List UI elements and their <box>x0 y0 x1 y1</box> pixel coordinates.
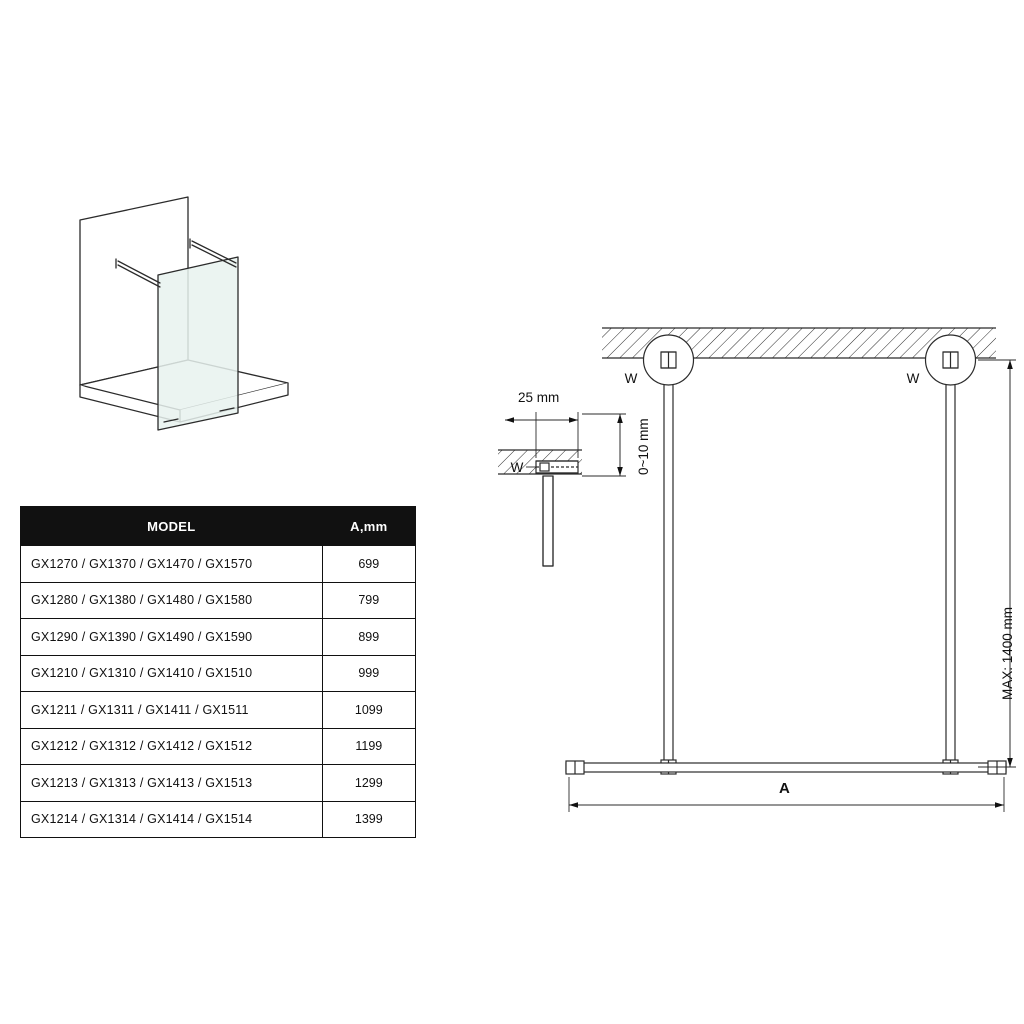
cell-a: 1199 <box>322 728 415 765</box>
cell-a: 1099 <box>322 692 415 729</box>
cell-a: 699 <box>322 546 415 583</box>
table-row <box>21 801 415 837</box>
table-row <box>21 655 415 692</box>
dimension-max-height-label: MAX: 1400 mm <box>1000 606 1015 700</box>
cell-model: GX1210 / GX1310 / GX1410 / GX1510 <box>21 655 322 692</box>
table-row <box>21 546 415 583</box>
cell-model: GX1270 / GX1370 / GX1470 / GX1570 <box>21 546 322 583</box>
wall-marker-top-left-label: W <box>624 371 638 386</box>
cell-model: GX1213 / GX1313 / GX1413 / GX1513 <box>21 765 322 802</box>
table-body <box>21 546 415 838</box>
dimension-gap-label: 0~10 mm <box>636 418 651 475</box>
table-row <box>21 692 415 729</box>
cell-a: 999 <box>322 655 415 692</box>
header-a: A,mm <box>322 507 415 546</box>
cell-model: GX1280 / GX1380 / GX1480 / GX1580 <box>21 582 322 619</box>
model-table <box>21 507 415 837</box>
technical-drawing <box>430 280 1020 840</box>
table-header-row <box>21 507 415 546</box>
wall-marker-top-right-label: W <box>906 371 920 386</box>
cell-a: 799 <box>322 582 415 619</box>
model-table-container <box>20 506 416 838</box>
dimension-width-label: A <box>779 780 790 797</box>
cell-model: GX1212 / GX1312 / GX1412 / GX1512 <box>21 728 322 765</box>
table-row <box>21 728 415 765</box>
wall-marker-detail-label: W <box>510 460 524 475</box>
cell-a: 1299 <box>322 765 415 802</box>
cell-model: GX1211 / GX1311 / GX1411 / GX1511 <box>21 692 322 729</box>
isometric-svg <box>40 175 340 445</box>
table-row <box>21 765 415 802</box>
cell-model: GX1214 / GX1314 / GX1414 / GX1514 <box>21 801 322 837</box>
header-model: MODEL <box>21 507 322 546</box>
cell-a: 1399 <box>322 801 415 837</box>
cell-a: 899 <box>322 619 415 656</box>
technical-drawing-svg <box>430 280 1020 840</box>
isometric-illustration <box>40 175 340 445</box>
table-row <box>21 582 415 619</box>
cell-model: GX1290 / GX1390 / GX1490 / GX1590 <box>21 619 322 656</box>
table-row <box>21 619 415 656</box>
dimension-25mm-label: 25 mm <box>518 390 560 405</box>
